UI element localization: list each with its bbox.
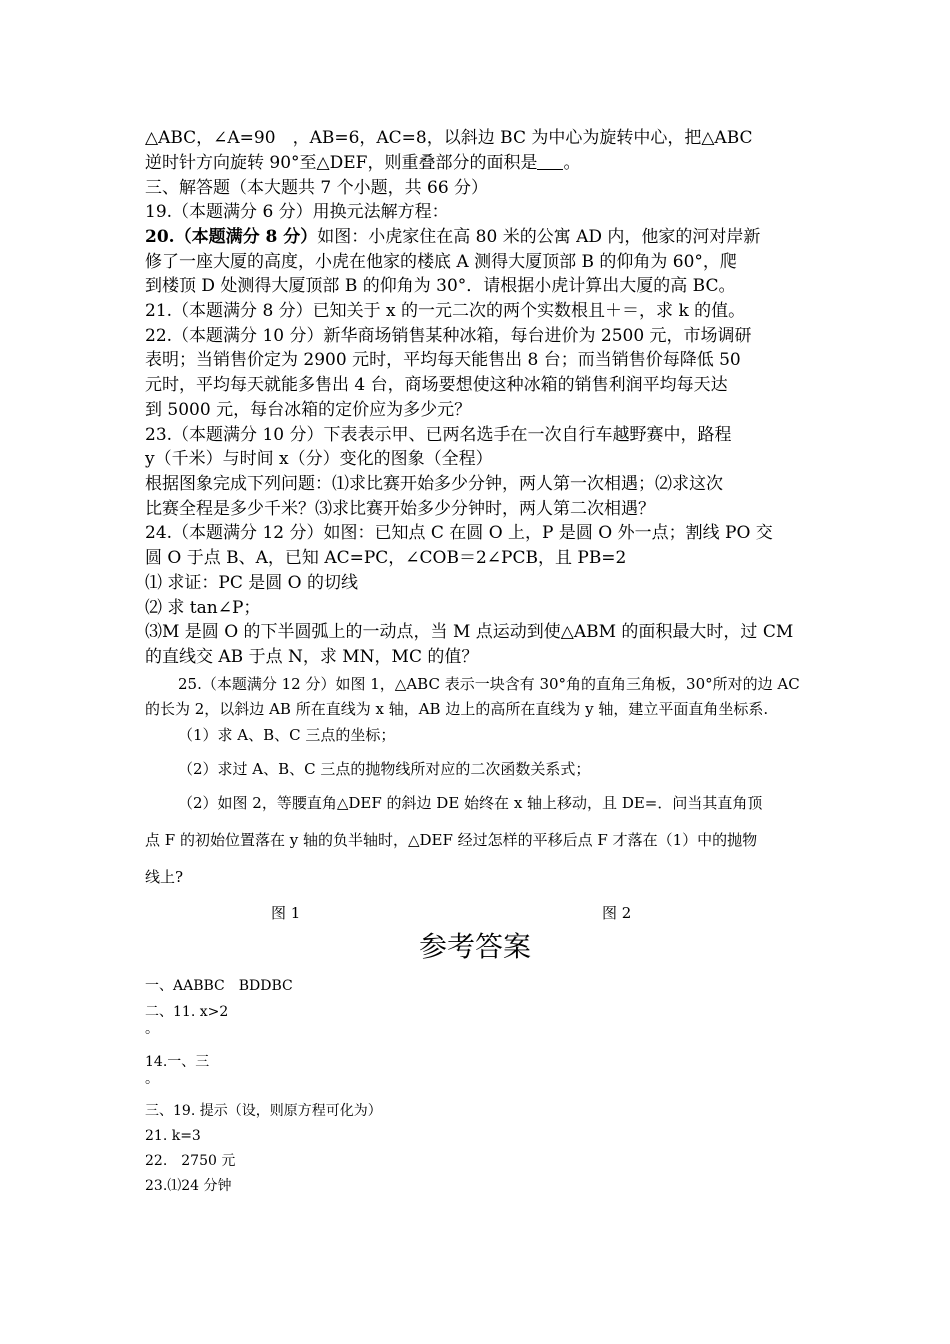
- question-18-end: 。: [563, 153, 581, 173]
- figure-2-caption: 图 2: [602, 904, 632, 922]
- question-20-line-2: 修了一座大厦的高度，小虎在他家的楼底 A 测得大厦顶部 B 的仰角为 60°，爬: [145, 252, 737, 272]
- answer-14: 14.一、三: [145, 1054, 210, 1070]
- section-3-heading: 三、解答题（本大题共 7 个小题，共 66 分）: [145, 178, 489, 198]
- question-25-part-3-line-3: 线上?: [145, 868, 184, 886]
- question-22-line-3: 元时，平均每天就能多售出 4 台，商场要想使这种冰箱的销售利润平均每天达: [145, 375, 728, 395]
- question-18-text: 逆时针方向旋转 90°至△DEF，则重叠部分的面积是: [145, 153, 538, 173]
- answer-section-1: 一、AABBC BDDBC: [145, 978, 293, 994]
- question-21: 21.（本题满分 8 分）已知关于 x 的一元二次的两个实数根且＋＝，求 k 的值。: [145, 301, 746, 321]
- question-23-line-2: y（千米）与时间 x（分）变化的图象（全程）: [145, 449, 493, 469]
- question-25-line-1: 25.（本题满分 12 分）如图 1，△ABC 表示一块含有 30°角的直角三角板，30°所对的边 AC: [178, 675, 800, 693]
- question-24-line-2: 圆 O 于点 B、A，已知 AC=PC，∠COB＝2∠PCB，且 PB=2: [145, 548, 627, 568]
- answer-section-2: 二、11. x>2: [145, 1004, 229, 1020]
- answer-21: 21. k=3: [145, 1128, 201, 1144]
- answer-blank: [537, 153, 563, 170]
- question-25-part-3-line-1: （2）如图 2，等腰直角△DEF 的斜边 DE 始终在 x 轴上移动，且 DE=．问当其直角顶: [178, 794, 763, 812]
- question-20-line-3: 到楼顶 D 处测得大厦顶部 B 的仰角为 30°．请根据小虎计算出大厦的高 BC。: [145, 276, 736, 296]
- answer-22: 22. 2750 元: [145, 1153, 236, 1169]
- question-20-prefix: 20.（本题满分 8 分）: [145, 227, 318, 247]
- question-20-line-1: [145, 225, 760, 249]
- question-23-line-1: 23.（本题满分 10 分）下表表示甲、已两名选手在一次自行车越野赛中，路程: [145, 425, 732, 445]
- question-24-line-1: 24.（本题满分 12 分）如图：已知点 C 在圆 O 上，P 是圆 O 外一点；割线 PO 交: [145, 523, 773, 543]
- question-19: 19.（本题满分 6 分）用换元法解方程：: [145, 202, 449, 222]
- answer-section-2-dot: 。: [145, 1021, 159, 1037]
- question-25-line-2: 的长为 2，以斜边 AB 所在直线为 x 轴，AB 边上的高所在直线为 y 轴，建立平面直角坐标系.: [145, 700, 769, 718]
- question-24-line-5: ⑶M 是圆 O 的下半圆弧上的一动点，当 M 点运动到使△ABM 的面积最大时，过 CM: [145, 622, 794, 642]
- question-22-line-4: 到 5000 元，每台冰箱的定价应为多少元？: [145, 400, 472, 420]
- question-25-part-3-line-2: 点 F 的初始位置落在 y 轴的负半轴时，△DEF 经过怎样的平移后点 F 才落在（1）中的抛物: [145, 831, 758, 849]
- question-24-line-6: 的直线交 AB 于点 N，求 MN，MC 的值？: [145, 647, 479, 667]
- question-23-line-4: 比赛全程是多少千米？⑶求比赛开始多少分钟时，两人第二次相遇？: [145, 499, 655, 519]
- question-23-line-3: 根据图象完成下列问题：⑴求比赛开始多少分钟，两人第一次相遇；⑵求这次: [145, 474, 723, 494]
- question-18-line-2: [145, 151, 580, 175]
- question-20-text: 如图：小虎家住在高 80 米的公寓 AD 内，他家的河对岸新: [317, 227, 761, 247]
- question-25-part-1: （1）求 A、B、C 三点的坐标；: [178, 726, 396, 744]
- answer-14-dot: 。: [145, 1071, 159, 1087]
- question-18-line-1: △ABC，∠A=90 ，AB=6，AC=8，以斜边 BC 为中心为旋转中心，把△ABC: [145, 128, 753, 148]
- question-24-line-4: ⑵ 求 tan∠P；: [145, 598, 261, 618]
- figure-1-caption: 图 1: [271, 904, 301, 922]
- answer-19: 三、19. 提示（设，则原方程可化为）: [145, 1103, 382, 1119]
- question-22-line-2: 表明；当销售价定为 2900 元时，平均每天能售出 8 台；而当销售价每降低 50: [145, 350, 741, 370]
- answer-23: 23.⑴24 分钟: [145, 1178, 232, 1194]
- answers-title: 参考答案: [418, 930, 531, 963]
- question-25-part-2: （2）求过 A、B、C 三点的抛物线所对应的二次函数关系式；: [178, 760, 591, 778]
- question-24-line-3: ⑴ 求证：PC 是圆 O 的切线: [145, 573, 358, 593]
- question-22-line-1: 22.（本题满分 10 分）新华商场销售某种冰箱，每台进价为 2500 元，市场调研: [145, 326, 752, 346]
